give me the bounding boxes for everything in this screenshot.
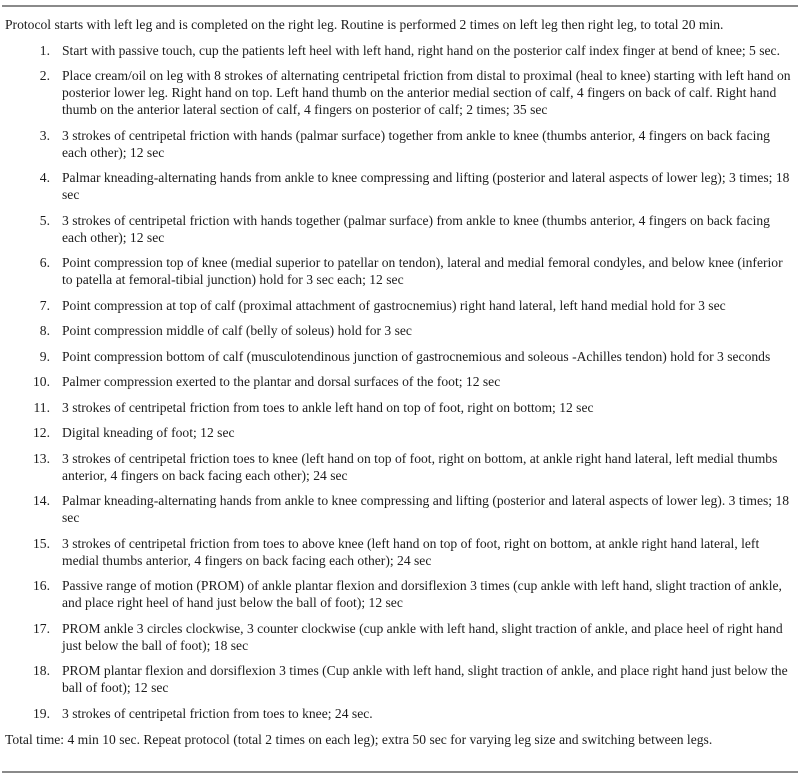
- step-text: Palmar kneading-alternating hands from ankle to knee compressing and lifting (posterior and lateral aspects of lower leg); 3 times; 18 sec: [62, 170, 790, 202]
- step-number: 14.: [33, 493, 50, 508]
- protocol-step: [5, 169, 795, 203]
- step-number: 16.: [33, 578, 50, 593]
- step-number: 8.: [39, 323, 50, 338]
- protocol-step: [5, 42, 795, 59]
- protocol-step: [5, 212, 795, 246]
- step-text: Point compression bottom of calf (musculotendinous junction of gastrocnemious and soleous -Achilles tendon) hold for 3 seconds: [62, 348, 771, 364]
- step-text: 3 strokes of centripetal friction with hands (palmar surface) together from ankle to knee (thumbs anterior, 4 fingers on back facing each other); 12 sec: [62, 127, 770, 160]
- step-number: 1.: [39, 42, 50, 58]
- protocol-step: [5, 67, 795, 118]
- protocol-step: [5, 348, 795, 365]
- step-number: 6.: [39, 255, 50, 270]
- step-text: Passive range of motion (PROM) of ankle plantar flexion and dorsiflexion 3 times (cup ankle with left hand, slight traction of ankle, and place right heel of hand just below the ball of foot); 12 sec: [62, 578, 782, 610]
- step-text: Point compression middle of calf (belly of soleus) hold for 3 sec: [62, 323, 412, 338]
- step-text: Palmar kneading-alternating hands from ankle to knee compressing and lifting (posterior and lateral aspects of lower leg). 3 times; 18 sec: [62, 493, 790, 525]
- protocol-step: [5, 127, 795, 161]
- step-text: Start with passive touch, cup the patients left heel with left hand, right hand on the posterior calf index finger at bend of knee; 5 sec.: [62, 42, 780, 58]
- protocol-step: [5, 620, 795, 654]
- step-text: 3 strokes of centripetal friction from toes to above knee (left hand on top of foot, right on bottom, at ankle right hand lateral, left medial thumbs anterior, 4 fingers on back facing each other); 24 sec: [62, 535, 760, 568]
- total-time-text: Total time: 4 min 10 sec. Repeat protocol (total 2 times on each leg); extra 50 sec for varying leg size and switching between legs.: [5, 731, 713, 747]
- step-number: 11.: [33, 399, 50, 415]
- protocol-step: [5, 297, 795, 314]
- step-number: 4.: [39, 170, 50, 185]
- protocol-step: [5, 535, 795, 569]
- step-text: Palmer compression exerted to the plantar and dorsal surfaces of the foot; 12 sec: [62, 374, 501, 389]
- step-number: 17.: [33, 620, 50, 636]
- protocol-step: [5, 322, 795, 339]
- intro-text: Protocol starts with left leg and is completed on the right leg. Routine is performed 2 times on left leg then right leg, to total 20 min.: [5, 17, 724, 32]
- protocol-step: [5, 450, 795, 484]
- step-number: 3.: [39, 127, 50, 143]
- step-text: Digital kneading of foot; 12 sec: [62, 425, 235, 440]
- step-text: 3 strokes of centripetal friction toes to knee (left hand on top of foot, right on bottom, at ankle right hand lateral, left medial thumbs anterior, 4 fingers on back facing each other); 24 sec: [62, 450, 778, 483]
- step-text: 3 strokes of centripetal friction with hands together (palmar surface) from ankle to knee (thumbs anterior, 4 fingers on back facing each other); 12 sec: [62, 212, 770, 245]
- step-number: 10.: [33, 374, 50, 389]
- step-number: 18.: [33, 663, 50, 678]
- bottom-rule: [2, 771, 798, 773]
- protocol-step: [5, 399, 795, 416]
- step-text: Point compression top of knee (medial superior to patellar on tendon), lateral and medial femoral condyles, and below knee (inferior to patella at femoral-tibial junction) hold for 3 sec each; 12 sec: [62, 255, 783, 287]
- step-text: PROM ankle 3 circles clockwise, 3 counter clockwise (cup ankle with left hand, slight traction of ankle, and place heel of right hand just below the ball of foot); 18 sec: [62, 620, 783, 653]
- step-number: 12.: [33, 425, 50, 440]
- step-text: 3 strokes of centripetal friction from toes to knee; 24 sec.: [62, 705, 373, 721]
- protocol-step: [5, 577, 795, 611]
- protocol-step: [5, 373, 795, 390]
- step-text: PROM plantar flexion and dorsiflexion 3 times (Cup ankle with left hand, slight traction of ankle, and place right hand just below the ball of foot); 12 sec: [62, 663, 788, 695]
- protocol-step: [5, 254, 795, 288]
- protocol-step: [5, 662, 795, 696]
- protocol-step: [5, 424, 795, 441]
- step-text: Point compression at top of calf (proximal attachment of gastrocnemius) right hand lateral, left hand medial hold for 3 sec: [62, 297, 726, 313]
- step-number: 13.: [33, 450, 50, 466]
- step-number: 9.: [39, 348, 50, 364]
- step-text: Place cream/oil on leg with 8 strokes of alternating centripetal friction from distal to proximal (heal to knee) starting with left hand on posterior lower leg. Right hand on top. Left hand thumb on the anterior medial section of calf, 4 fingers on back of calf. Right hand thumb on the anterior lateral section of calf, 4 fingers on posterior of calf; 2 times; 35 sec: [62, 68, 791, 117]
- step-text: 3 strokes of centripetal friction from toes to ankle left hand on top of foot, right on bottom; 12 sec: [62, 399, 594, 415]
- protocol-step: [5, 705, 795, 722]
- step-number: 15.: [33, 535, 50, 551]
- step-number: 5.: [39, 212, 50, 228]
- step-number: 7.: [39, 297, 50, 313]
- step-number: 19.: [33, 705, 50, 721]
- protocol-step: [5, 492, 795, 526]
- top-rule: [2, 5, 798, 7]
- protocol-list: [5, 42, 795, 722]
- step-number: 2.: [39, 68, 50, 83]
